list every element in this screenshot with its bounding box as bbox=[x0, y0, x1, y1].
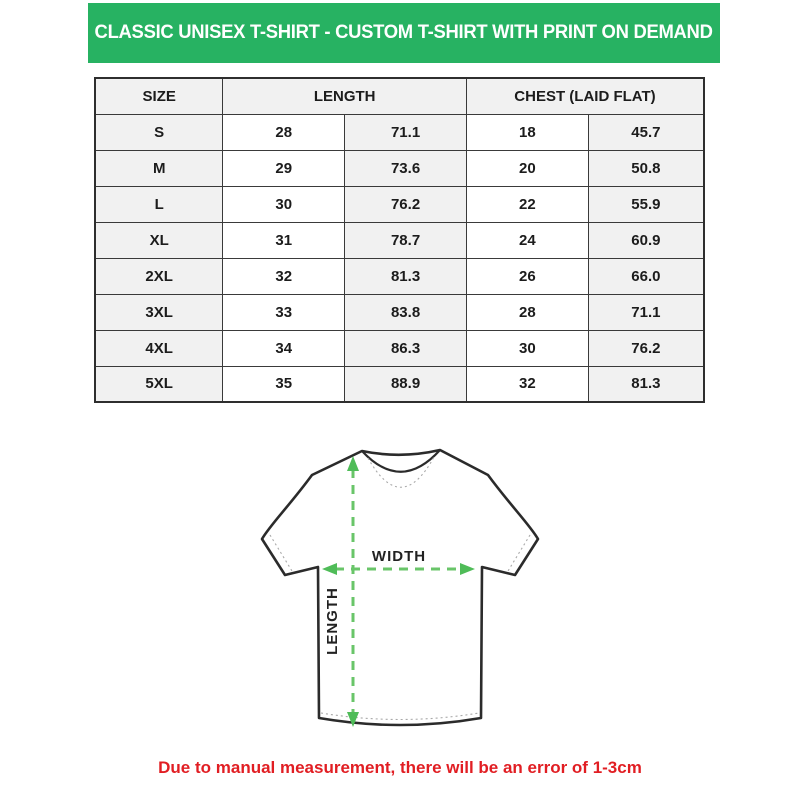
cell-chest-cm: 71.1 bbox=[588, 294, 704, 330]
cell-chest-in: 20 bbox=[466, 150, 588, 186]
page-title: CLASSIC UNISEX T-SHIRT - CUSTOM T-SHIRT WITH PRINT ON DEMAND bbox=[94, 22, 714, 43]
cell-size: 5XL bbox=[95, 366, 223, 402]
cell-length-cm: 73.6 bbox=[345, 150, 467, 186]
table-row bbox=[95, 186, 704, 222]
cell-length-in: 28 bbox=[223, 114, 345, 150]
cell-length-cm: 86.3 bbox=[345, 330, 467, 366]
cell-length-cm: 71.1 bbox=[345, 114, 467, 150]
table-row bbox=[95, 366, 704, 402]
header-length: LENGTH bbox=[223, 78, 467, 114]
header-size: SIZE bbox=[95, 78, 223, 114]
cell-length-in: 33 bbox=[223, 294, 345, 330]
cell-size: S bbox=[95, 114, 223, 150]
measurement-disclaimer: Due to manual measurement, there will be an error of 1-3cm bbox=[158, 758, 642, 777]
cell-chest-cm: 81.3 bbox=[588, 366, 704, 402]
header-chest: CHEST (LAID FLAT) bbox=[466, 78, 704, 114]
tshirt-outline-icon bbox=[262, 450, 538, 725]
cell-length-in: 31 bbox=[223, 222, 345, 258]
cell-length-cm: 76.2 bbox=[345, 186, 467, 222]
cell-chest-in: 32 bbox=[466, 366, 588, 402]
width-label: WIDTH bbox=[371, 548, 427, 565]
cell-length-in: 32 bbox=[223, 258, 345, 294]
cell-size: 3XL bbox=[95, 294, 223, 330]
cell-chest-cm: 66.0 bbox=[588, 258, 704, 294]
cell-chest-in: 28 bbox=[466, 294, 588, 330]
cell-chest-cm: 55.9 bbox=[588, 186, 704, 222]
cell-chest-cm: 45.7 bbox=[588, 114, 704, 150]
cell-chest-in: 18 bbox=[466, 114, 588, 150]
cell-size: M bbox=[95, 150, 223, 186]
cell-chest-in: 26 bbox=[466, 258, 588, 294]
table-header-row bbox=[95, 78, 704, 114]
cell-length-in: 35 bbox=[223, 366, 345, 402]
length-label: LENGTH bbox=[324, 587, 341, 655]
cell-size: 2XL bbox=[95, 258, 223, 294]
cell-length-in: 29 bbox=[223, 150, 345, 186]
cell-length-cm: 78.7 bbox=[345, 222, 467, 258]
table-row bbox=[95, 222, 704, 258]
cell-length-in: 34 bbox=[223, 330, 345, 366]
cell-chest-cm: 76.2 bbox=[588, 330, 704, 366]
cell-chest-cm: 50.8 bbox=[588, 150, 704, 186]
cell-chest-cm: 60.9 bbox=[588, 222, 704, 258]
cell-size: 4XL bbox=[95, 330, 223, 366]
size-table-body bbox=[95, 114, 704, 402]
cell-length-cm: 88.9 bbox=[345, 366, 467, 402]
table-row bbox=[95, 330, 704, 366]
table-row bbox=[95, 258, 704, 294]
cell-length-cm: 81.3 bbox=[345, 258, 467, 294]
cell-size: L bbox=[95, 186, 223, 222]
size-chart-table bbox=[94, 77, 705, 403]
table-row bbox=[95, 294, 704, 330]
table-row bbox=[95, 150, 704, 186]
title-banner bbox=[88, 3, 720, 63]
table-row bbox=[95, 114, 704, 150]
cell-length-in: 30 bbox=[223, 186, 345, 222]
tshirt-measurement-diagram bbox=[230, 425, 570, 755]
cell-chest-in: 24 bbox=[466, 222, 588, 258]
cell-chest-in: 22 bbox=[466, 186, 588, 222]
cell-length-cm: 83.8 bbox=[345, 294, 467, 330]
cell-size: XL bbox=[95, 222, 223, 258]
cell-chest-in: 30 bbox=[466, 330, 588, 366]
